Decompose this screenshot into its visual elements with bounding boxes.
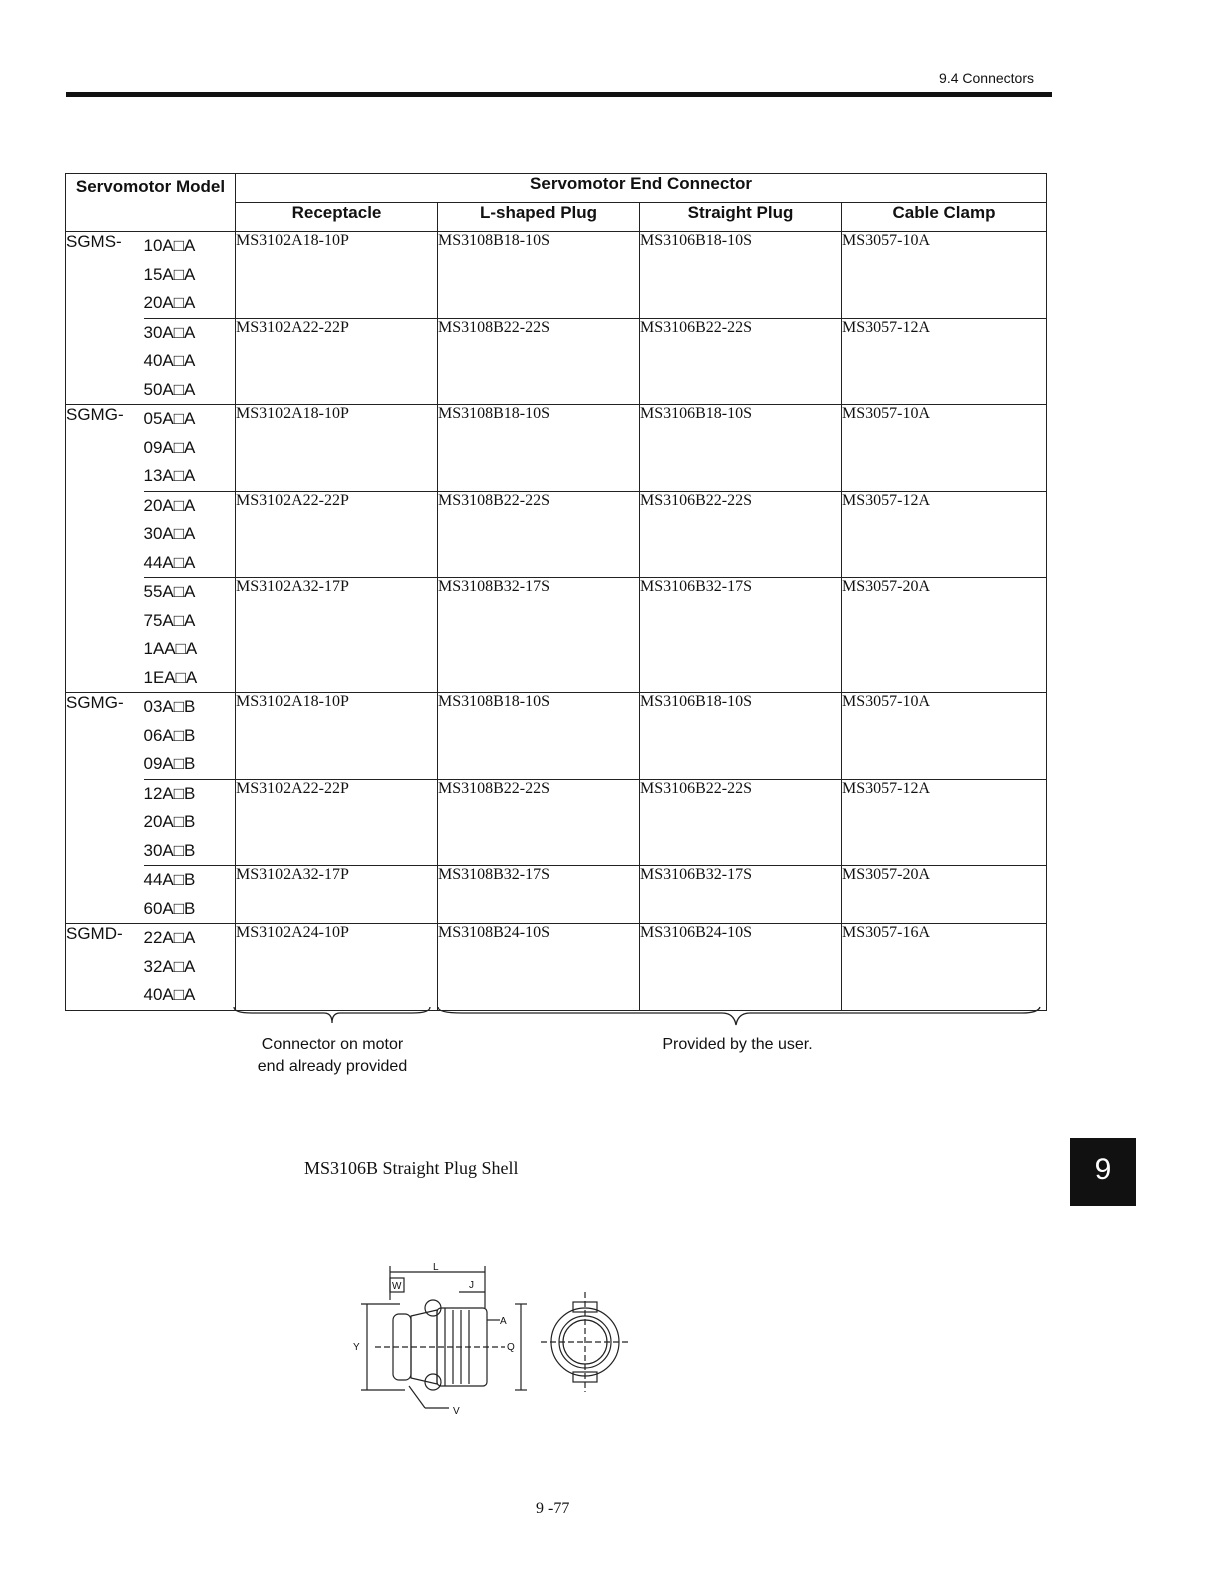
cable-clamp-cell: MS3057-10A (842, 232, 1047, 319)
receptacle-cell: MS3102A32-17P (236, 866, 438, 924)
receptacle-cell: MS3102A18-10P (236, 693, 438, 780)
series-cell: SGMG- (66, 693, 144, 924)
table-row (66, 232, 1047, 319)
model-size: 1AA□A (143, 639, 198, 658)
cable-clamp-cell: MS3057-12A (842, 318, 1047, 405)
model-size: 22A□A (143, 928, 196, 947)
model-size: 44A□B (143, 870, 196, 889)
col-l-plug: L-shaped Plug (438, 203, 640, 232)
end-connector-header: Servomotor End Connector (236, 174, 1047, 203)
cable-clamp-cell: MS3057-12A (842, 491, 1047, 578)
model-size: 15A□A (143, 264, 196, 284)
model-size: 06A□B (143, 725, 196, 745)
receptacle-cell: MS3102A22-22P (236, 491, 438, 578)
model-size: 09A□B (143, 754, 196, 773)
model-size: 75A□A (143, 610, 196, 630)
straight-plug-cell: MS3106B32-17S (640, 866, 842, 924)
receptacle-cell: MS3102A22-22P (236, 318, 438, 405)
l-plug-cell: MS3108B18-10S (438, 693, 640, 780)
model-sizes-cell (144, 232, 236, 319)
cable-clamp-cell: MS3057-16A (842, 924, 1047, 1011)
model-size: 09A□A (143, 437, 196, 457)
series-cell: SGMG- (66, 405, 144, 693)
straight-plug-cell: MS3106B22-22S (640, 318, 842, 405)
l-plug-cell: MS3108B22-22S (438, 318, 640, 405)
table-row (66, 405, 1047, 492)
cable-clamp-cell: MS3057-10A (842, 693, 1047, 780)
cable-clamp-cell: MS3057-12A (842, 779, 1047, 866)
l-plug-cell: MS3108B18-10S (438, 232, 640, 319)
col-cable-clamp: Cable Clamp (842, 203, 1047, 232)
receptacle-cell: MS3102A18-10P (236, 232, 438, 319)
model-sizes-cell (144, 693, 236, 780)
model-size: 20A□A (143, 495, 196, 515)
section-header: 9.4 Connectors (939, 70, 1034, 86)
model-sizes-cell (144, 866, 236, 924)
model-sizes-cell (144, 924, 236, 1011)
label-A: A (500, 1316, 507, 1327)
series-cell: SGMD- (66, 924, 144, 1011)
model-sizes-cell (144, 405, 236, 492)
figure-title: MS3106B Straight Plug Shell (304, 1158, 519, 1178)
model-size: 20A□B (143, 812, 196, 831)
col-receptacle: Receptacle (236, 203, 438, 232)
table-row (66, 693, 1047, 780)
model-size: 55A□A (143, 582, 196, 601)
label-Y: Y (353, 1342, 360, 1353)
receptacle-cell: MS3102A32-17P (236, 578, 438, 693)
model-size: 1EA□A (143, 667, 198, 687)
model-size: 32A□A (143, 956, 196, 976)
receptacle-cell: MS3102A22-22P (236, 779, 438, 866)
straight-plug-cell: MS3106B22-22S (640, 491, 842, 578)
straight-plug-cell: MS3106B18-10S (640, 232, 842, 319)
l-plug-cell: MS3108B22-22S (438, 491, 640, 578)
receptacle-cell: MS3102A18-10P (236, 405, 438, 492)
straight-plug-cell: MS3106B24-10S (640, 924, 842, 1011)
brace-lines (232, 1003, 1052, 1033)
cable-clamp-cell: MS3057-20A (842, 866, 1047, 924)
table-row (66, 924, 1047, 1011)
label-Q: Q (507, 1342, 515, 1353)
label-V: V (453, 1406, 460, 1417)
table-row (66, 578, 1047, 693)
model-size: 13A□A (143, 466, 196, 485)
l-plug-cell: MS3108B18-10S (438, 405, 640, 492)
receptacle-cell: MS3102A24-10P (236, 924, 438, 1011)
model-header: Servomotor Model (66, 174, 236, 232)
cable-clamp-cell: MS3057-20A (842, 578, 1047, 693)
model-size: 60A□B (143, 898, 196, 918)
label-L: L (433, 1262, 439, 1273)
model-size: 05A□A (143, 409, 196, 428)
note-motor-end: Connector on motor end already provided (257, 1036, 408, 1075)
model-size: 40A□A (143, 985, 196, 1004)
model-size: 30A□A (143, 322, 196, 342)
model-size: 30A□B (143, 840, 196, 860)
note-user: Provided by the user. (662, 1036, 813, 1053)
table-row (66, 491, 1047, 578)
model-size: 40A□A (143, 351, 196, 370)
straight-plug-drawing (345, 1258, 645, 1423)
model-sizes-cell (144, 779, 236, 866)
model-size: 12A□B (143, 783, 196, 803)
header-rule (66, 92, 1052, 97)
model-size: 10A□A (143, 236, 196, 255)
table-row (66, 779, 1047, 866)
series-cell: SGMS- (66, 232, 144, 405)
model-sizes-cell (144, 491, 236, 578)
model-sizes-cell (144, 318, 236, 405)
connector-table (65, 173, 1047, 1011)
cable-clamp-cell: MS3057-10A (842, 405, 1047, 492)
l-plug-cell: MS3108B32-17S (438, 578, 640, 693)
l-plug-cell: MS3108B32-17S (438, 866, 640, 924)
label-W: W (392, 1281, 402, 1292)
model-size: 20A□A (143, 293, 196, 312)
col-straight-plug: Straight Plug (640, 203, 842, 232)
straight-plug-cell: MS3106B32-17S (640, 578, 842, 693)
model-size: 44A□A (143, 552, 196, 572)
straight-plug-cell: MS3106B18-10S (640, 693, 842, 780)
l-plug-cell: MS3108B24-10S (438, 924, 640, 1011)
chapter-tab: 9 (1070, 1138, 1136, 1206)
model-size: 50A□A (143, 379, 196, 399)
label-J: J (469, 1280, 474, 1291)
page-number: 9 -77 (536, 1500, 570, 1517)
straight-plug-cell: MS3106B18-10S (640, 405, 842, 492)
model-size: 30A□A (143, 524, 196, 543)
l-plug-cell: MS3108B22-22S (438, 779, 640, 866)
model-size: 03A□B (143, 697, 196, 716)
table-row (66, 866, 1047, 924)
model-sizes-cell (144, 578, 236, 693)
straight-plug-cell: MS3106B22-22S (640, 779, 842, 866)
table-row (66, 318, 1047, 405)
